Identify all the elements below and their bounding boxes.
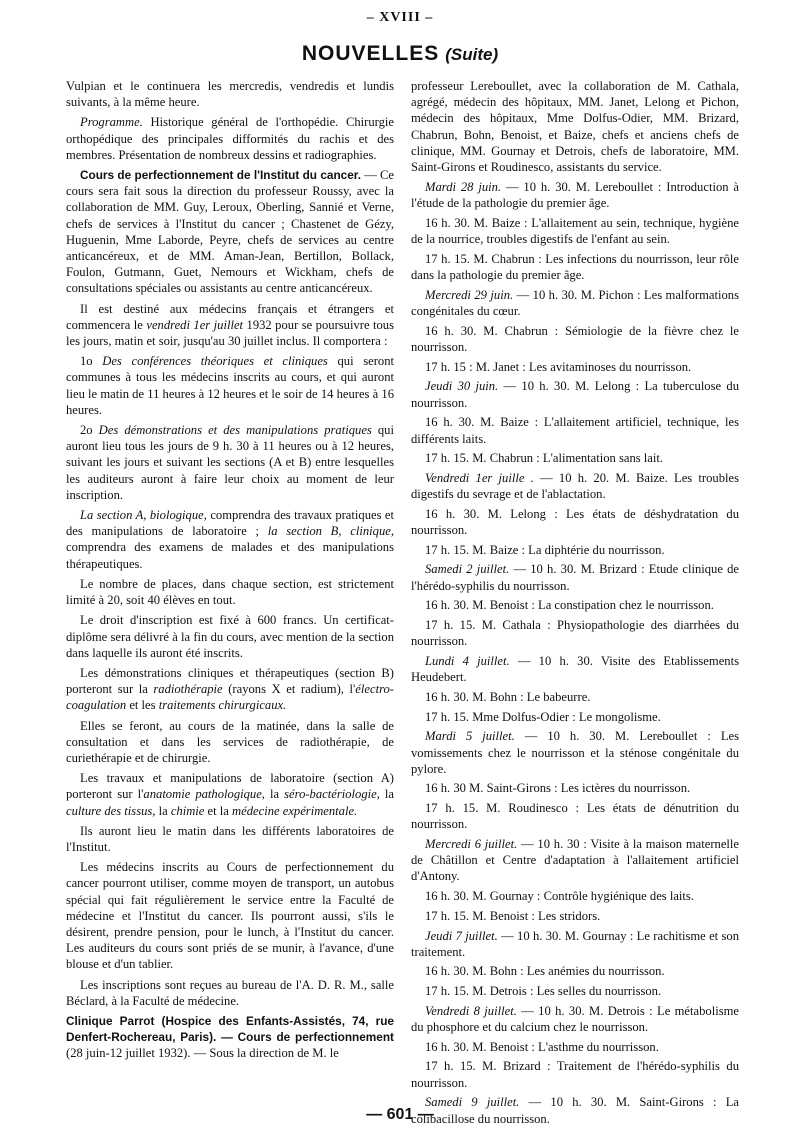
text: Il est destiné aux médecins français et étrangers et commencera le (66, 301, 394, 332)
paragraph (66, 507, 394, 572)
schedule-text: 16 h. 30. M. Lelong : Les états de déshydratation du nourrisson. (411, 506, 739, 538)
emphasis: électro-coagulation (66, 682, 394, 713)
schedule-entry (411, 597, 739, 613)
emphasis: La section A, biologique, (80, 508, 207, 523)
schedule-entry (411, 963, 739, 979)
schedule-entry (411, 800, 739, 832)
paragraph: Vulpian et le continuera les mercredis, vendredis et lundis suivants, à la même heure. (66, 79, 394, 110)
schedule-text: — 10 h. 30. M. Lelong : La tuberculose du nourrisson. (411, 379, 739, 410)
title-main: NOUVELLES (301, 42, 440, 65)
schedule-text: — 10 h. 30 : Visite à la maison maternelle de Châtillon et Centre d'adaptation à l'allaitement artificiel d'Antony. (411, 837, 740, 884)
schedule-text: 17 h. 15 : M. Janet : Les avitaminoses du nourrisson. (425, 359, 692, 374)
text: et la (204, 803, 233, 818)
schedule-text: 16 h. 30. M. Benoist : L'asthme du nourrisson. (425, 1039, 659, 1054)
emphasis: médecine expérimentale. (232, 803, 358, 818)
text: Les travaux et manipulations de laboratoire (section A) porteront sur l' (66, 771, 394, 802)
paragraph (66, 114, 394, 163)
schedule-entry (411, 470, 739, 502)
paragraph: Les médecins inscrits au Cours de perfectionnement du cancer pourront utiliser, comme moyen de transport, un autobus spécial qui fait régulièrement le service entre la Faculté de médecine et l'Institut du cancer. Ils pourront aussi, s'ils le désirent, prendre pension, pour le lunch, à l'Institut du cancer. Les auditeurs du cours sont priés de se munir, à l'avance, d'une blouse et d'un tablier. (66, 860, 394, 972)
schedule-text: 16 h. 30. M. Gournay : Contrôle hygiénique des laits. (425, 889, 694, 904)
schedule-entry (411, 287, 739, 319)
schedule-day: Samedi 9 juillet. (425, 1095, 520, 1110)
paragraph (66, 665, 394, 714)
schedule-text: 16 h. 30. M. Baize : L'allaitement au sein, technique, hygiène de la nourrice, troubles digestifs de l'enfant au sein. (411, 216, 739, 247)
schedule-entry (411, 983, 739, 999)
schedule-entry (411, 888, 739, 904)
paragraph: Le nombre de places, dans chaque section, est strictement limité à 20, soit 40 élèves en tout. (66, 576, 394, 608)
schedule-text: — 10 h. 30. M. Saint-Girons : La colibacillose du nourrisson. (411, 1095, 740, 1126)
schedule-text: 16 h. 30. M. Chabrun : Sémiologie de la fièvre chez le nourrisson. (411, 323, 739, 355)
emphasis: culture des tissus, (66, 803, 156, 818)
schedule-day: Mardi 5 juillet. (425, 729, 515, 744)
emphasis: vendredi 1er juillet (146, 317, 244, 332)
schedule-text: 16 h. 30. M. Bohn : Les anémies du nourrisson. (425, 964, 665, 979)
paragraph (66, 353, 394, 418)
schedule-text: — 10 h. 20. M. Baize. Les troubles digestifs du sevrage et de l'ablactation. (411, 470, 740, 502)
schedule-text: — 10 h. 30. M. Pichon : Les malformations congénitales du cœur. (411, 287, 739, 319)
text: la (155, 803, 171, 818)
section-heading: Clinique Parrot (Hospice des Enfants-Assistés, 74, rue Denfert-Rochereau, Paris). — Cours de perfectionnement (66, 1013, 394, 1045)
right-column (411, 78, 739, 1130)
text: comprendra des examens de malades et des manipulations thérapeutiques. (66, 540, 394, 571)
schedule-text: — 10 h. 30. M. Gournay : Le rachitisme et son traitement. (411, 928, 739, 959)
schedule-text: 17 h. 15. M. Detrois : Les selles du nourrisson. (425, 984, 662, 999)
page-title (0, 42, 800, 66)
text: qui auront lieu tous les jours de 9 h. 30 à 11 heures ou à 12 heures, suivant les jours et suivant les sections (A et B) entre lesquelles les auditeurs auront à faire leur choix au moment de leur inscription. (66, 423, 394, 502)
schedule-text: 16 h. 30. M. Benoist : La constipation chez le nourrisson. (425, 598, 714, 613)
schedule-entry (411, 323, 739, 355)
schedule-entry (411, 709, 739, 725)
schedule-day: Vendredi 1er juille . (425, 470, 534, 485)
text: (28 juin-12 juillet 1932). — Sous la direction de M. le (66, 1046, 339, 1061)
text: Les démonstrations cliniques et thérapeutiques (section B) porteront sur la (66, 665, 394, 697)
paragraph: Ils auront lieu le matin dans les différents laboratoires de l'Institut. (66, 823, 394, 854)
paragraph (66, 1013, 394, 1062)
emphasis: Des conférences théoriques et cliniques (102, 354, 328, 369)
schedule-day: Jeudi 30 juin. (425, 379, 499, 394)
schedule-text: 17 h. 15. M. Baize : La diphtérie du nourrisson. (425, 542, 665, 557)
paragraph: professeur Lereboullet, avec la collaboration de M. Cathala, agrégé, médecin des hôpitaux, MM. Janet, Lelong et Pichon, médecin des hôpitaux, Mme Dolfus-Odier, MM. Brizard, Chabrun, Bohn, Benoist, et Baize, chefs et anciens chefs de clinique, MM. Gournay et Detrois, chefs de laboratoire, MM. Saint-Girons et Roudinesco, assistants du service. (411, 79, 739, 175)
left-column (66, 78, 394, 1066)
emphasis: radiothérapie (153, 682, 223, 697)
text: Historique général de l'orthopédie. Chirurgie orthopédique des principales difformités du rachis et des membres. Présentation de nombreux dessins et radiographies. (66, 115, 394, 162)
text: — Ce cours sera fait sous la direction du professeur Roussy, avec la collaboration de MM. Guy, Leroux, Oberling, Sannié et Verne, chefs de services à l'Institut du cancer ; Chastenet de Gézy, Huguenin, Mme Laborde, Peyre, chefs de services au centre anticancéreux, et de MM. Aman-Jean, Bertillon, Bollack, Foulon, Gutmann, Guet, Nemours et Wickham, chefs de consultations spéciales ou assistants au centre anticancéreux. (66, 168, 394, 296)
schedule-day: Mercredi 29 juin. (425, 287, 514, 302)
schedule-entry (411, 1058, 739, 1090)
schedule-entry (411, 728, 739, 777)
page-roman-numeral: – XVIII – (366, 10, 434, 25)
schedule-day: Mardi 28 juin. (425, 180, 502, 195)
schedule-day: Samedi 2 juillet. (425, 562, 510, 577)
schedule-text: — 10 h. 30. M. Detrois : Le métabolisme du phosphore et du calcium chez le nourrisson. (411, 1003, 739, 1035)
schedule-entry (411, 414, 739, 446)
schedule-entry (411, 215, 739, 247)
schedule-entry (411, 251, 739, 283)
schedule-text: — 10 h. 30. M. Lereboullet : Les vomissements chez le nourrisson et la sténose congénitale du pylore. (411, 729, 740, 776)
schedule-text: — 10 h. 30. M. Brizard : Etude clinique de l'hérédo-syphilis du nourrisson. (411, 562, 739, 593)
schedule-day: Lundi 4 juillet. (425, 654, 510, 668)
emphasis: Des démonstrations et des manipulations pratiques (98, 423, 372, 438)
schedule-entry (411, 450, 739, 466)
schedule-entry (411, 908, 739, 924)
schedule-entry (411, 617, 739, 649)
schedule-text: 17 h. 15. Mme Dolfus-Odier : Le mongolisme. (425, 709, 661, 724)
text: (rayons X et radium), l' (222, 682, 356, 697)
schedule-entry (411, 1003, 739, 1035)
text: 1o (80, 354, 103, 369)
schedule-text: 17 h. 15. M. Benoist : Les stridors. (425, 908, 601, 923)
paragraph (66, 770, 394, 819)
schedule-text: 16 h. 30 M. Saint-Girons : Les ictères du nourrisson. (425, 781, 691, 796)
paragraph: Le droit d'inscription est fixé à 600 francs. Un certificat-diplôme sera délivré à la fin du cours, avec mention de la section dans laquelle ils auront été inscrits. (66, 613, 394, 660)
paragraph: Les inscriptions sont reçues au bureau de l'A. D. R. M., salle Béclard, à la Faculté de médecine. (66, 977, 394, 1008)
text: la (379, 787, 394, 802)
schedule-list (411, 179, 739, 1127)
schedule-text: 17 h. 15. M. Cathala : Physiopathologie des diarrhées du nourrisson. (411, 618, 739, 649)
schedule-text: 17 h. 15. M. Brizard : Traitement de l'hérédo-syphilis du nourrisson. (411, 1059, 739, 1090)
schedule-entry (411, 179, 739, 211)
schedule-text: 17 h. 15. M. Roudinesco : Les états de dénutrition du nourrisson. (411, 801, 739, 832)
schedule-entry (411, 359, 739, 375)
schedule-text: — 10 h. 30. M. Lereboullet : Introduction à l'étude de la pathologie du premier âge. (411, 180, 739, 211)
schedule-entry (411, 561, 739, 593)
paragraph (66, 422, 394, 503)
schedule-text: — 10 h. 30. Visite des Etablissements Heudebert. (411, 654, 739, 685)
text: 1932 pour se poursuivre tous les jours, matin et soir, jusqu'au 30 juillet inclus. Il comportera : (66, 317, 395, 349)
schedule-entry (411, 780, 739, 796)
schedule-day: Jeudi 7 juillet. (425, 928, 498, 943)
emphasis: traitements chirurgicaux. (158, 698, 287, 713)
text: et les (126, 698, 159, 713)
schedule-entry (411, 378, 739, 410)
schedule-entry (411, 542, 739, 558)
schedule-entry (411, 836, 739, 885)
schedule-text: 17 h. 15. M. Chabrun : L'alimentation sans lait. (425, 451, 664, 466)
text: comprendra des travaux pratiques et des manipulations de laboratoire ; (66, 508, 394, 539)
schedule-text: 16 h. 30. M. Baize : L'allaitement artificiel, technique, les différents laits. (411, 415, 739, 446)
emphasis: séro-bactériologie, (284, 787, 380, 802)
schedule-text: 16 h. 30. M. Bohn : Le babeurre. (425, 689, 591, 704)
paragraph (66, 167, 394, 297)
emphasis: anatomie pathologique, (143, 787, 265, 802)
text: la (264, 787, 285, 802)
emphasis: la section B, clinique, (267, 524, 394, 539)
text: qui seront communes à tous les médecins inscrits au cours, et qui auront lieu le matin de 11 heures à 12 heures et le soir de 14 heures à 16 heures. (66, 354, 394, 417)
schedule-text: 17 h. 15. M. Chabrun : Les infections du nourrisson, leur rôle dans la pathologie du premier âge. (411, 252, 739, 283)
page-number: — 601 — (366, 1106, 434, 1123)
text: 2o (80, 423, 99, 438)
schedule-entry (411, 928, 739, 960)
schedule-day: Vendredi 8 juillet. (425, 1003, 517, 1018)
section-heading: Cours de perfectionnement de l'Institut du cancer. (80, 168, 362, 183)
emphasis: chimie (170, 803, 205, 818)
label: Programme. (80, 115, 143, 130)
paragraph (66, 301, 394, 350)
title-suffix: (Suite) (445, 45, 499, 64)
schedule-entry (411, 506, 739, 538)
paragraph: Elles se feront, au cours de la matinée, dans la salle de consultation et dans les services de radiothérapie, de curiethérapie et de chirurgie. (66, 718, 394, 765)
schedule-day: Mercredi 6 juillet. (425, 837, 518, 852)
schedule-entry (411, 653, 739, 685)
schedule-entry (411, 1039, 739, 1055)
schedule-entry (411, 689, 739, 705)
